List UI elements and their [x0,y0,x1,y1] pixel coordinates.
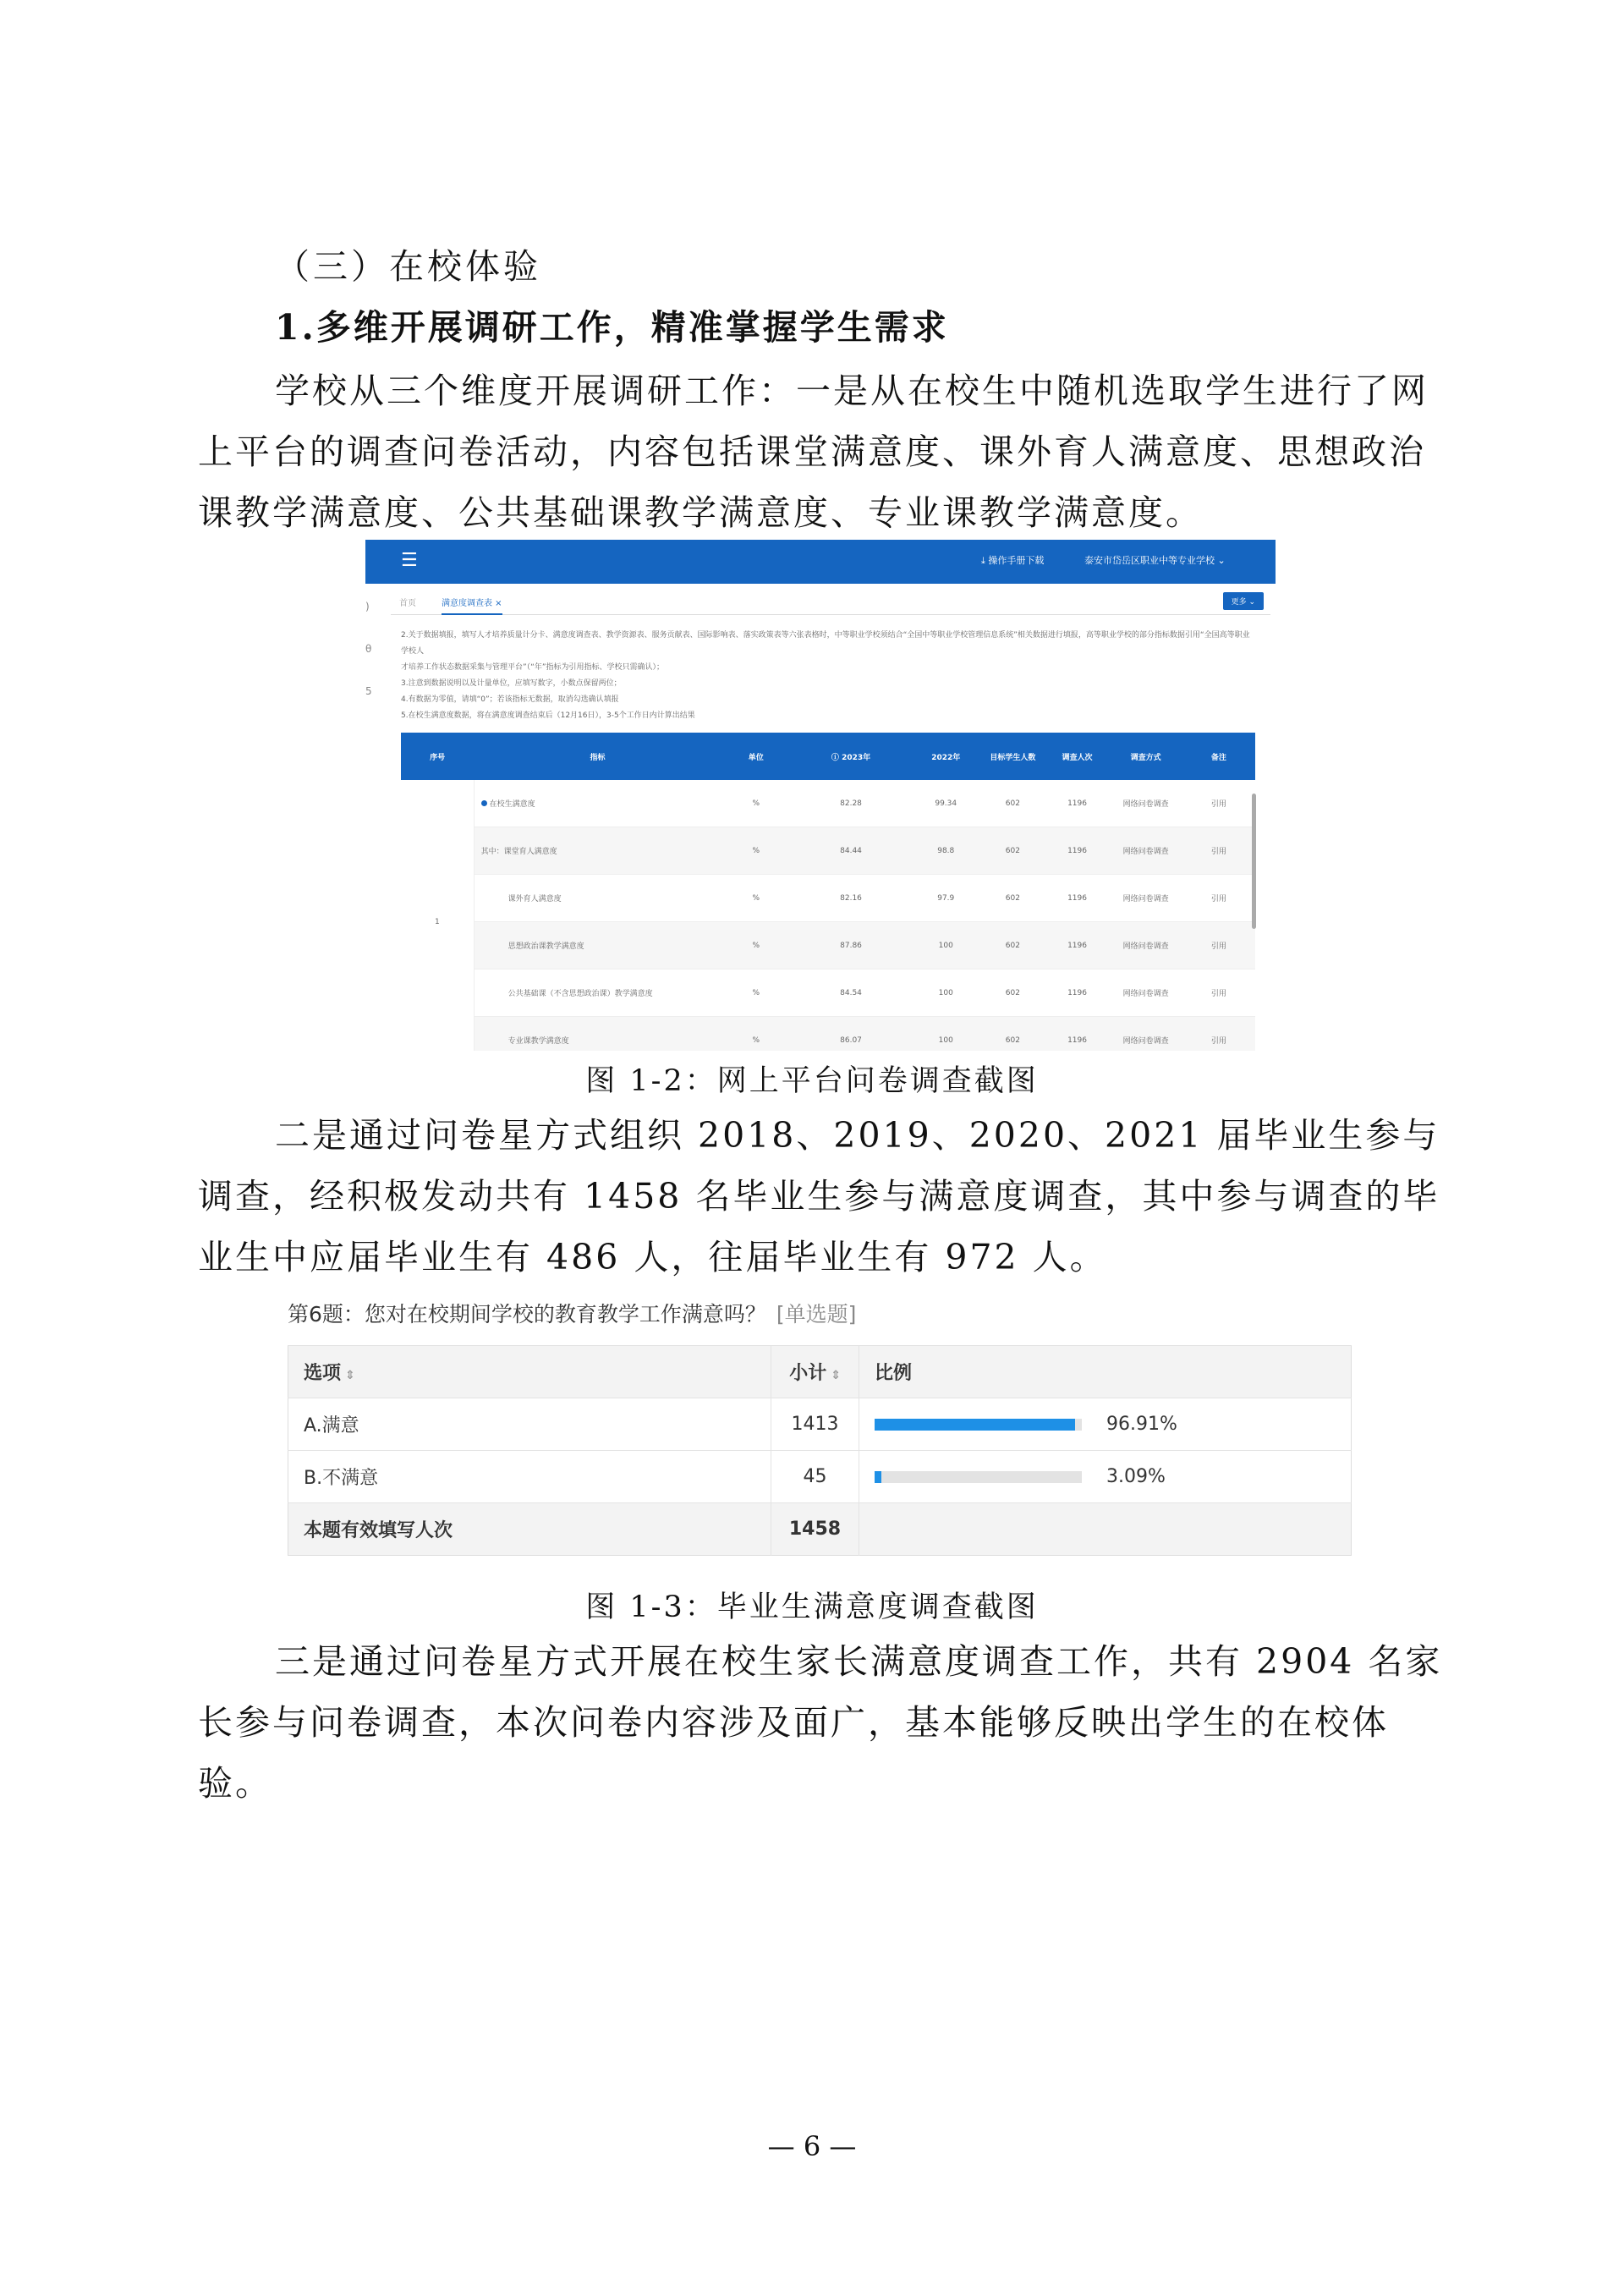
figure-caption-1: 图 1-2：网上平台问卷调查截图 [585,1064,1039,1098]
value-2023-cell: 84.54 [791,969,911,1017]
col-header: 序号 [401,733,474,780]
table-total-row [288,1503,1352,1556]
value-2022-cell: 98.8 [911,827,980,875]
note-cell: 引用 [1182,780,1255,827]
note-line: 5.在校生满意度数据，将在满意度调查结束后（12月16日），3-5个工作日内计算出结果 [401,711,695,720]
option-label: A.满意 [288,1398,771,1451]
indicator-cell: 课外育人满意度 [474,875,721,922]
method-cell: 网络问卷调查 [1110,1017,1182,1052]
sort-icon[interactable]: ⇕ [341,1369,355,1382]
required-dot-icon [481,800,487,806]
menu-icon[interactable]: ☰ [401,550,418,571]
ratio-bar-track [875,1419,1082,1431]
section-heading: （三）在校体验 [275,246,541,287]
value-2023-cell: 86.07 [791,1017,911,1052]
indicator-cell: 其中：课堂育人满意度 [474,827,721,875]
unit-cell: % [721,1017,791,1052]
ratio-bar-track [875,1471,1082,1483]
option-count: 1413 [771,1398,859,1451]
target-cell: 602 [980,969,1045,1017]
note-cell: 引用 [1182,922,1255,969]
platform-screenshot [365,540,1276,1051]
indicator-cell: 公共基础课（不含思想政治课）教学满意度 [474,969,721,1017]
more-label: 更多 [1231,598,1247,607]
col-count-header[interactable]: 小计 ⇕ [771,1346,859,1398]
target-cell: 602 [980,780,1045,827]
table-row [401,780,1255,827]
paragraph-2: 二是通过问卷星方式组织 2018、2019、2020、2021 届毕业生参与调查，经积极发动共有 1458 名毕业生参与满意度调查，其中参与调查的毕业生中应届毕业生有 486 人，往届毕业生有 972 人。 [198,1115,1440,1277]
value-2023-cell: 84.44 [791,827,911,875]
tab-satisfaction-label: 满意度调查表 [442,599,492,608]
method-cell: 网络问卷调查 [1110,780,1182,827]
value-2023-cell: 82.16 [791,875,911,922]
option-count: 45 [771,1451,859,1503]
total-label: 本题有效填写人次 [288,1503,771,1556]
col-option-header[interactable]: 选项 ⇕ [288,1346,771,1398]
method-cell: 网络问卷调查 [1110,827,1182,875]
note-line: 3.注意到数据说明以及计量单位，应填写数字，小数点保留两位； [401,679,622,688]
col-header: 指标 [474,733,721,780]
page-number: — 6 — [767,2130,857,2162]
ratio-cell [859,1398,1352,1451]
col-header: 目标学生人数 [980,733,1045,780]
platform-notes [401,628,1255,724]
ratio-percent: 3.09% [1106,1466,1166,1488]
value-2022-cell: 97.9 [911,875,980,922]
subsection-heading: 1.多维开展调研工作，精准掌握学生需求 [275,307,949,348]
col-ratio-header: 比例 [859,1346,1352,1398]
question-type-tag: [单选题] [776,1302,857,1327]
paragraph-1: 学校从三个维度开展调研工作：一是从在校生中随机选取学生进行了网上平台的调查问卷活动，内容包括课堂满意度、课外育人满意度、思想政治课教学满意度、公共基础课教学满意度、专业课教学满意度。 [198,371,1429,533]
table-row [288,1398,1352,1451]
tab-satisfaction[interactable]: 满意度调查表 × [442,596,502,615]
side-marker: 5 [365,685,372,697]
ratio-bar-fill [875,1419,1075,1431]
unit-cell: % [721,875,791,922]
table-row [401,827,1255,875]
ratio-percent: 96.91% [1106,1414,1177,1436]
note-line: 4.有数据为零值，请填“0”；若该指标无数据，取消勾选确认填报 [401,695,619,704]
group-number: 1 [401,780,474,1051]
table-header-row [288,1346,1352,1398]
col-header: 调查人次 [1045,733,1109,780]
download-label: 操作手册下载 [988,555,1045,566]
count-cell: 1196 [1045,922,1109,969]
value-2022-cell: 99.34 [911,780,980,827]
unit-cell: % [721,969,791,1017]
indicator-cell: 在校生满意度 [474,780,721,827]
method-cell: 网络问卷调查 [1110,922,1182,969]
school-name: 泰安市岱岳区职业中等专业学校 [1084,555,1215,566]
col-header: 2022年 [911,733,980,780]
indicator-cell: 专业课教学满意度 [474,1017,721,1052]
note-cell: 引用 [1182,875,1255,922]
value-2022-cell: 100 [911,922,980,969]
table-row [401,1017,1255,1052]
more-button[interactable]: 更多 ⌄ [1223,592,1264,610]
side-marker: ) [365,601,370,612]
question-text: 第6题：您对在校期间学校的教育教学工作满意吗？ [288,1302,766,1327]
unit-cell: % [721,780,791,827]
survey-screenshot [288,1298,1353,1560]
note-cell: 引用 [1182,969,1255,1017]
table-row [401,922,1255,969]
value-2023-cell: 82.28 [791,780,911,827]
method-cell: 网络问卷调查 [1110,969,1182,1017]
table-row [288,1451,1352,1503]
survey-question [288,1298,856,1328]
table-row [401,875,1255,922]
target-cell: 602 [980,827,1045,875]
note-cell: 引用 [1182,1017,1255,1052]
ratio-cell [859,1451,1352,1503]
platform-tabs [391,590,1270,615]
col-header: 调查方式 [1110,733,1182,780]
count-cell: 1196 [1045,875,1109,922]
total-empty-cell [859,1503,1352,1556]
option-label: B.不满意 [288,1451,771,1503]
table-scrollbar[interactable] [1252,794,1256,929]
sort-icon[interactable]: ⇕ [826,1369,841,1382]
value-2022-cell: 100 [911,969,980,1017]
indicator-cell: 思想政治课教学满意度 [474,922,721,969]
total-count: 1458 [771,1503,859,1556]
unit-cell: % [721,827,791,875]
count-cell: 1196 [1045,969,1109,1017]
side-marker: θ [365,643,372,655]
col-header: 单位 [721,733,791,780]
value-2022-cell: 100 [911,1017,980,1052]
tab-home[interactable]: 首页 [399,599,416,608]
count-cell: 1196 [1045,827,1109,875]
download-manual-link[interactable]: ⤓ 操作手册下载 [981,555,1045,566]
survey-result-table [288,1345,1352,1556]
count-cell: 1196 [1045,780,1109,827]
satisfaction-table [401,733,1255,1051]
col-header: 备注 [1182,733,1255,780]
col-header: ⓘ 2023年 [791,733,911,780]
note-cell: 引用 [1182,827,1255,875]
note-line: 才培养工作状态数据采集与管理平台”（“年”指标为引用指标、学校只需确认）； [401,663,664,672]
target-cell: 602 [980,922,1045,969]
target-cell: 602 [980,875,1045,922]
count-cell: 1196 [1045,1017,1109,1052]
note-line: 2.关于数据填报，填写人才培养质量计分卡、满意度调查表、教学资源表、服务贡献表、国际影响表、落实政策表等六张表格时，中等职业学校须结合“全国中等职业学校管理信息系统”相关数据进行填报，高等职业学校的部分指标数据引用“全国高等职业学校人 [401,631,1250,656]
ratio-bar-fill [875,1471,881,1483]
school-selector[interactable]: 泰安市岱岳区职业中等专业学校 ⌄ [1084,555,1226,566]
target-cell: 602 [980,1017,1045,1052]
platform-topbar [365,540,1276,584]
figure-caption-2: 图 1-3：毕业生满意度调查截图 [585,1590,1039,1624]
paragraph-3: 三是通过问卷星方式开展在校生家长满意度调查工作，共有 2904 名家长参与问卷调查，本次问卷内容涉及面广，基本能够反映出学生的在校体验。 [198,1641,1443,1804]
method-cell: 网络问卷调查 [1110,875,1182,922]
value-2023-cell: 87.86 [791,922,911,969]
unit-cell: % [721,922,791,969]
table-row [401,969,1255,1017]
